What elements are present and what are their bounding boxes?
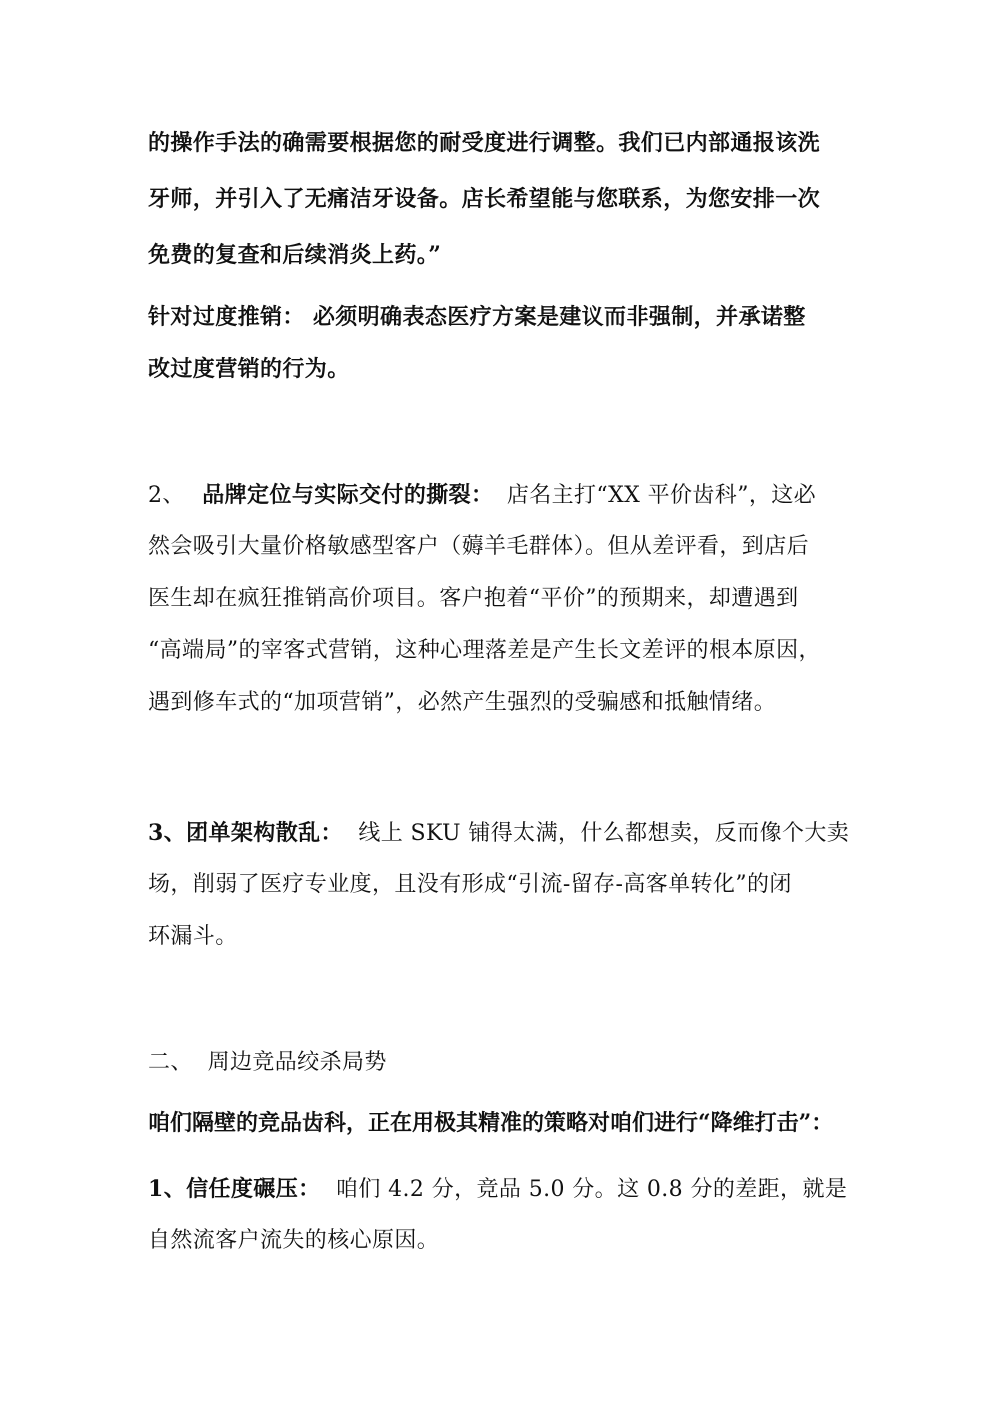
paragraph-3-line-4: “高端局”的宰客式营销，这种心理落差是产生长文差评的根本原因，	[148, 638, 821, 663]
paragraph-2-line-2: 改过度营销的行为。	[148, 356, 350, 382]
paragraph-1-line-2: 牙师，并引入了无痛洁牙设备。店长希望能与您联系，为您安排一次	[148, 186, 821, 212]
list-item-title: 3、团单架构散乱：	[148, 820, 343, 846]
paragraph-6-line-2: 自然流客户流失的核心原因。	[148, 1228, 440, 1253]
paragraph-4-line-2: 场，削弱了医疗专业度，且没有形成“引流-留存-高客单转化”的闭	[148, 872, 792, 897]
paragraph-3-text: 店名主打“XX 平价齿科”，这必	[506, 483, 817, 508]
paragraph-3-line-5: 遇到修车式的“加项营销”，必然产生强烈的受骗感和抵触情绪。	[148, 690, 777, 715]
paragraph-4-line-1	[148, 818, 868, 849]
paragraph-1-line-3: 免费的复查和后续消炎上药。”	[148, 242, 442, 268]
paragraph-6-text: 咱们 4.2 分，竞品 5.0 分。这 0.8 分的差距，就是	[335, 1177, 848, 1202]
paragraph-3-line-3: 医生却在疯狂推销高价项目。客户抱着“平价”的预期来，却遭遇到	[148, 586, 799, 611]
paragraph-4-text: 线上 SKU 铺得太满，什么都想卖，反而像个大卖	[358, 821, 850, 846]
list-item-title: 品牌定位与实际交付的撕裂：	[202, 482, 494, 508]
paragraph-1-line-1: 的操作手法的确需要根据您的耐受度进行调整。我们已内部通报该洗	[148, 130, 821, 156]
paragraph-3-line-2: 然会吸引大量价格敏感型客户（薅羊毛群体）。但从差评看，到店后	[148, 534, 810, 559]
section-heading: 二、 周边竞品绞杀局势	[148, 1050, 387, 1075]
paragraph-5-line-1: 咱们隔壁的竞品齿科，正在用极其精准的策略对咱们进行“降维打击”：	[148, 1110, 834, 1136]
paragraph-3-line-1	[148, 480, 868, 511]
paragraph-6-line-1	[148, 1174, 868, 1205]
paragraph-4-line-3: 环漏斗。	[148, 924, 238, 949]
paragraph-2-line-1: 针对过度推销： 必须明确表态医疗方案是建议而非强制，并承诺整	[148, 304, 806, 330]
list-number: 2、	[148, 483, 185, 508]
list-item-title: 1、信任度碾压：	[148, 1176, 321, 1202]
